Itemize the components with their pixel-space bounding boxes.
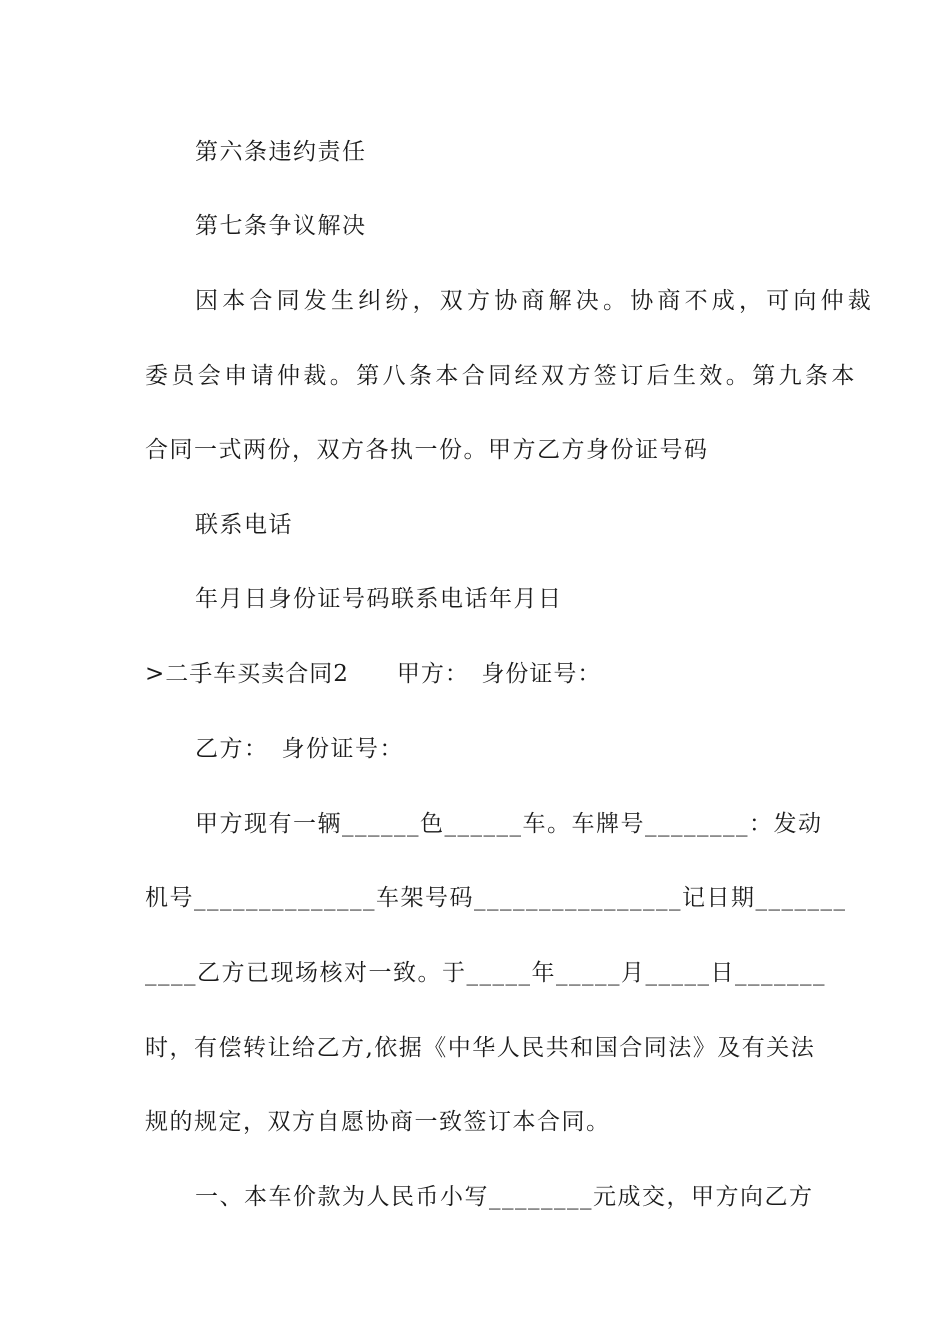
- paragraph-line: 联系电话: [195, 512, 293, 538]
- party-b-line: 乙方： 身份证号：: [195, 736, 404, 762]
- paragraph-line: 一、本车价款为人民币小写________元成交，甲方向乙方: [195, 1184, 814, 1210]
- paragraph-line: 规的规定，双方自愿协商一致签订本合同。: [145, 1109, 611, 1135]
- paragraph-line: 合同一式两份，双方各执一份。甲方乙方身份证号码: [145, 437, 709, 463]
- paragraph-line: 因本合同发生纠纷，双方协商解决。协商不成，可向仲裁: [195, 288, 875, 314]
- article-6-heading: 第六条违约责任: [195, 139, 367, 165]
- paragraph-line: 时，有偿转让给乙方,依据《中华人民共和国合同法》及有关法: [145, 1035, 816, 1061]
- paragraph-line: 机号______________车架号码________________记日期_______: [145, 885, 847, 911]
- contract-2-heading: >二手车买卖合同2 甲方： 身份证号：: [145, 661, 602, 687]
- paragraph-line: 甲方现有一辆______色______车。车牌号________：发动: [195, 811, 823, 837]
- article-7-heading: 第七条争议解决: [195, 213, 367, 239]
- paragraph-line: ____乙方已现场核对一致。于_____年_____月_____日_______: [145, 960, 826, 986]
- paragraph-line: 年月日身份证号码联系电话年月日: [195, 586, 563, 612]
- paragraph-line: 委员会申请仲裁。第八条本合同经双方签订后生效。第九条本: [145, 363, 858, 389]
